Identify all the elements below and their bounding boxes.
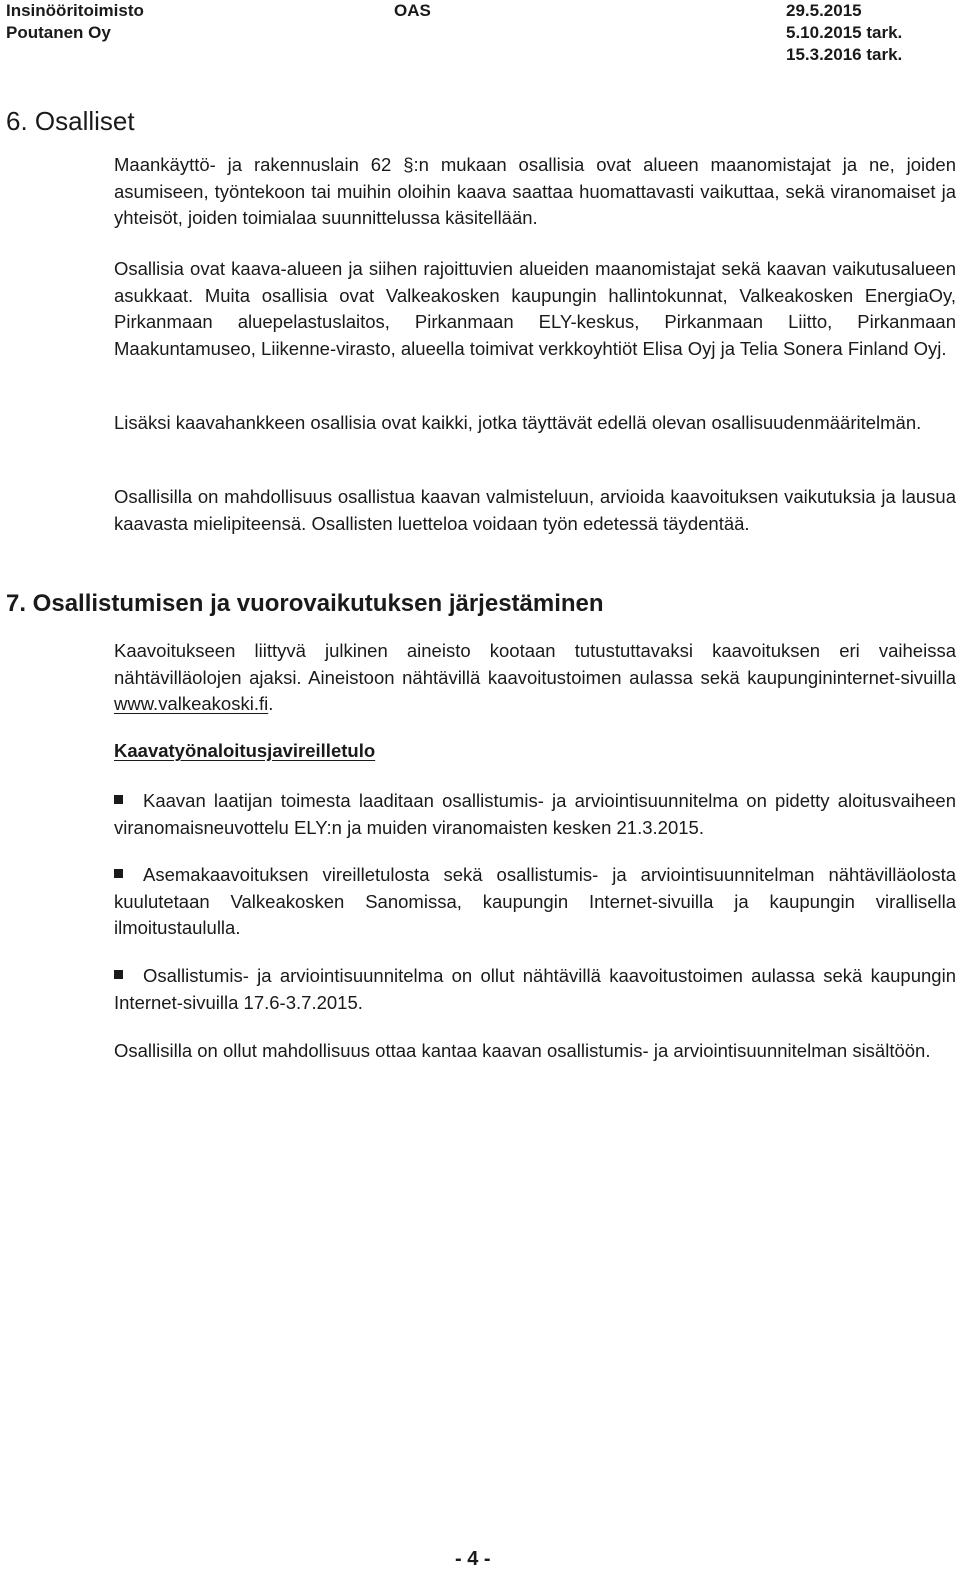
- section-6-paragraph-4: Osallisilla on mahdollisuus osallistua kaavan valmisteluun, arvioida kaavoituksen vaikutuksia ja lausua kaavasta mielipiteensä. Osallisten luetteloa voidaan työn edetessä täydentää.: [114, 486, 956, 534]
- header-company: [6, 0, 144, 44]
- header-company-line1: Insinööritoimisto: [6, 1, 144, 20]
- header-date-3: 15.3.2016 tark.: [786, 45, 903, 64]
- section-7-heading: 7. Osallistumisen ja vuorovaikutuksen järjestäminen: [6, 590, 604, 617]
- section-7-paragraph-1-end: .: [268, 693, 274, 714]
- section-7-paragraph-1: [114, 638, 956, 718]
- bullet-square-icon: [114, 869, 123, 878]
- page-number: - 4 -: [455, 1548, 491, 1570]
- section-7-paragraph-1-text: Kaavoitukseen liittyvä julkinen aineisto kootaan tutustuttavaksi kaavoituksen eri vaiheissa nähtävilläolojen ajaksi. Aineistoon nähtävillä kaavoitustoimen aulassa sekä kaupungininternet-sivuilla: [114, 640, 956, 688]
- bullet-text-1: Kaavan laatijan toimesta laaditaan osallistumis- ja arviointisuunnitelma on pidetty aloitusvaiheen viranomaisneuvottelu ELY:n ja muiden viranomaisten kesken 21.3.2015.: [114, 790, 956, 838]
- header-date-1: 29.5.2015: [786, 1, 862, 20]
- section-7-closing-paragraph: Osallisilla on ollut mahdollisuus ottaa kantaa kaavan osallistumis- ja arviointisuunnitelman sisältöön.: [114, 1040, 931, 1061]
- header-dates: [786, 0, 902, 66]
- header-date-2: 5.10.2015 tark.: [786, 23, 903, 42]
- bullet-square-icon: [114, 970, 123, 979]
- section-6-paragraph-3: Lisäksi kaavahankkeen osallisia ovat kaikki, jotka täyttävät edellä olevan osallisuudenmääritelmän.: [114, 412, 922, 433]
- bullet-item-2: [114, 862, 956, 942]
- section-7-subheading: Kaavatyönaloitusjavireilletulo: [114, 740, 376, 761]
- header-doc-type-label: OAS: [394, 1, 431, 20]
- website-link[interactable]: www.valkeakoski.fi: [114, 693, 269, 714]
- bullet-item-1: [114, 788, 956, 841]
- header-doc-type: [394, 0, 431, 22]
- bullet-text-3: Osallistumis- ja arviointisuunnitelma on ollut nähtävillä kaavoitustoimen aulassa sekä kaupungin Internet-sivuilla 17.6-3.7.2015.: [114, 965, 956, 1013]
- bullet-text-2: Asemakaavoituksen vireilletulosta sekä osallistumis- ja arviointisuunnitelman nähtävilläolosta kuulutetaan Valkeakosken Sanomissa, kaupungin Internet-sivuilla ja kaupungin virallisella ilmoitustaululla.: [114, 864, 956, 938]
- section-6-paragraph-1: Maankäyttö- ja rakennuslain 62 §:n mukaan osallisia ovat alueen maanomistajat ja ne, joiden asumiseen, työntekoon tai muihin oloihin kaava saattaa huomattavasti vaikuttaa, sekä viranomaiset ja yhteisöt, joiden toimialaa suunnittelussa käsitellään.: [114, 154, 956, 228]
- bullet-square-icon: [114, 795, 123, 804]
- section-6-paragraph-2: Osallisia ovat kaava-alueen ja siihen rajoittuvien alueiden maanomistajat sekä kaavan vaikutusalueen asukkaat. Muita osallisia ovat Valkeakosken kaupungin hallintokunnat, Valkeakosken EnergiaOy, Pirkanmaan aluepelastuslaitos, Pirkanmaan ELY-keskus, Pirkanmaan Liitto, Pirkanmaan Maakuntamuseo, Liikenne-virasto, alueella toimivat verkkoyhtiöt Elisa Oyj ja Telia Sonera Finland Oyj.: [114, 258, 956, 359]
- header-company-line2: Poutanen Oy: [6, 23, 111, 42]
- section-6-heading: 6. Osalliset: [6, 106, 135, 136]
- bullet-item-3: [114, 963, 956, 1016]
